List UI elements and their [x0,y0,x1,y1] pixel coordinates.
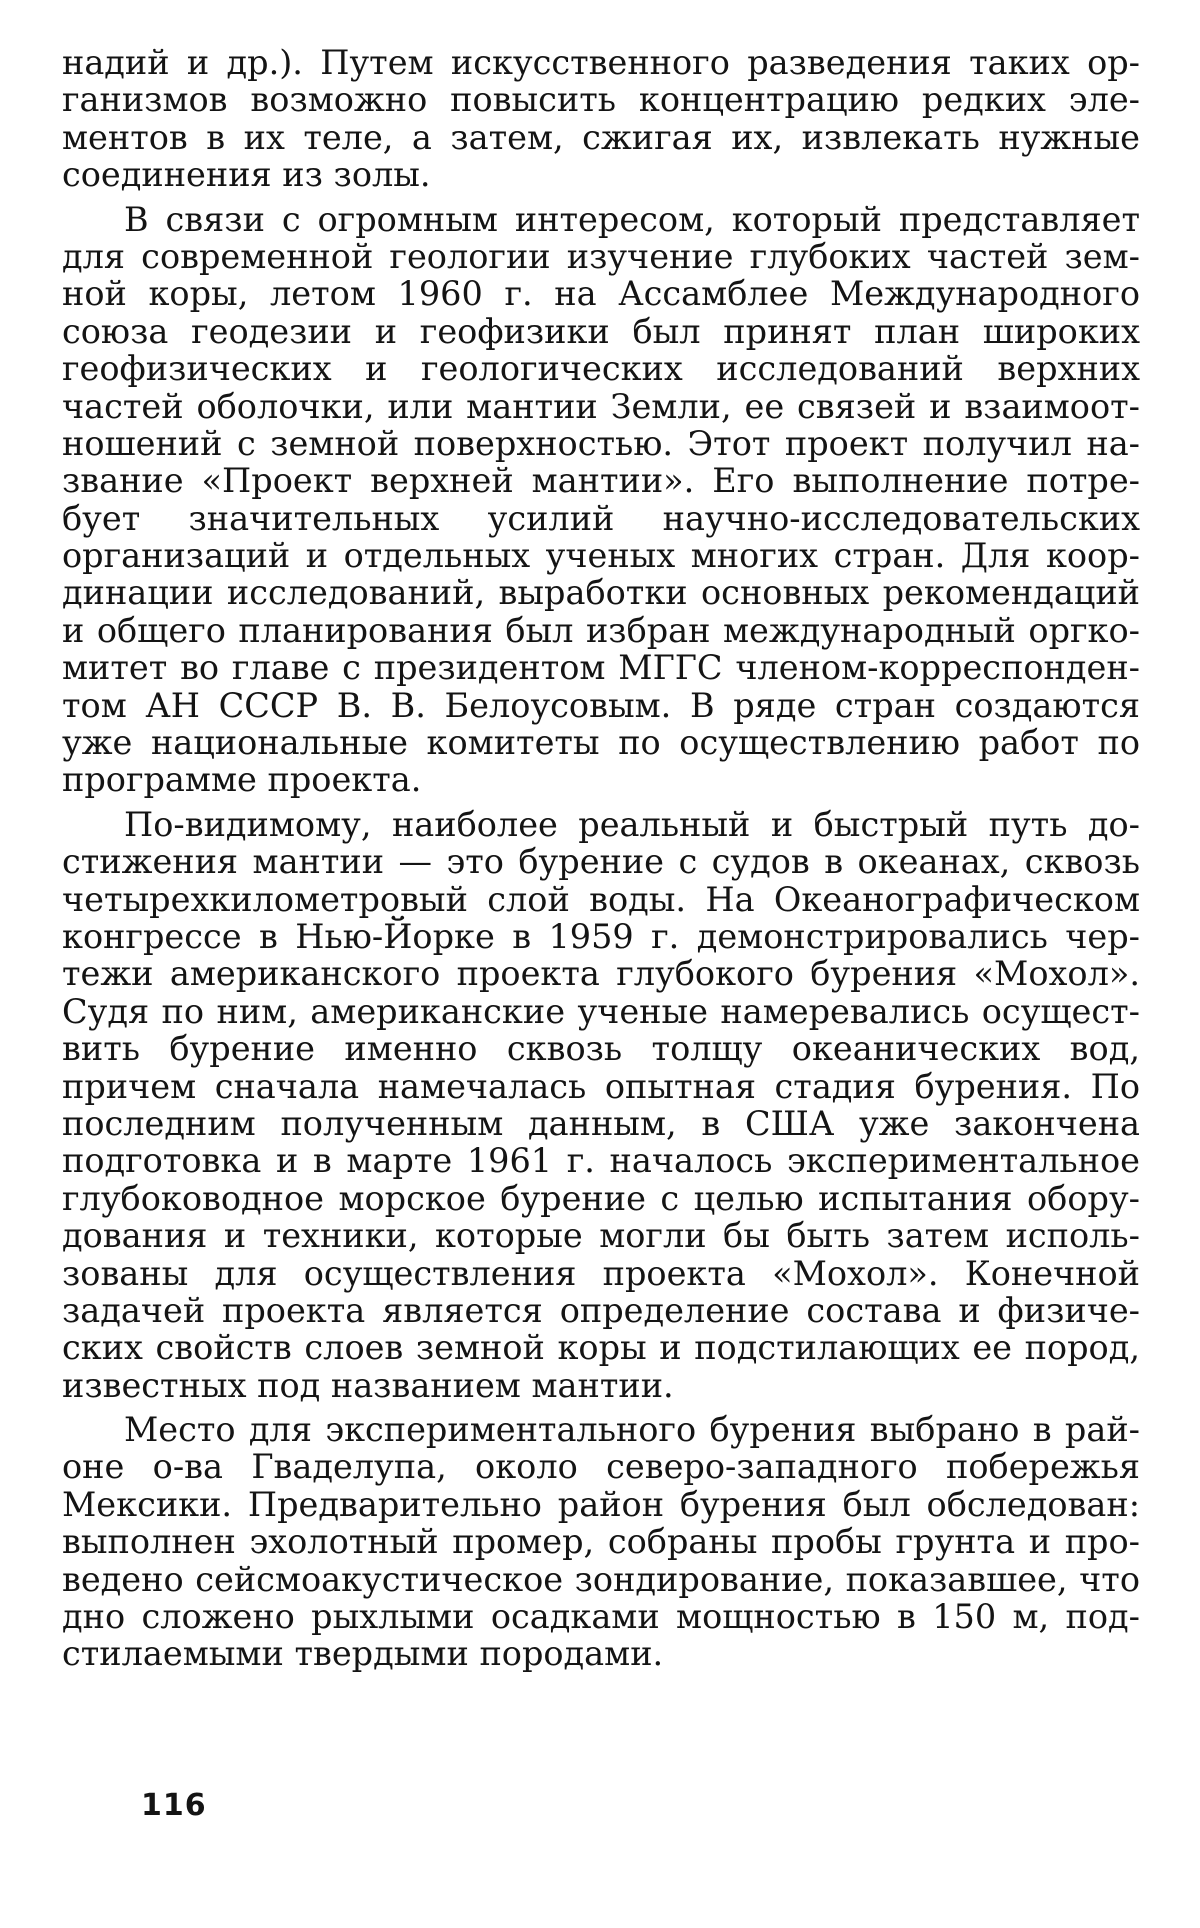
paragraph [62,44,1140,194]
text-line: ношений с земной поверхностью. Этот проект получил на- [62,423,1140,463]
text-line: геофизических и геологических исследований верхних [62,349,1140,389]
text-line: Место для экспериментального бурения выбрано в рай- [124,1410,1140,1450]
text-line: задачей проекта является определение состава и физиче- [62,1290,1140,1330]
text-line: дно сложено рыхлыми осадками мощностью в 150 м, под- [62,1597,1140,1637]
text-line: ганизмов возможно повысить концентрацию редких эле- [62,80,1140,120]
text-line: известных под названием мантии. [62,1365,674,1405]
paragraph [62,806,1140,1404]
text-line: том АН СССР В. В. Белоусовым. В ряде стран создаются [62,685,1140,725]
text-line: оне о-ва Гваделупа, около северо-западного побережья [62,1447,1140,1487]
text-line: четырехкилометровый слой воды. На Океанографическом [62,879,1140,919]
text-line: выполнен эхолотный промер, собраны пробы грунта и про- [62,1522,1140,1562]
text-line: звание «Проект верхней мантии». Его выполнение потре- [62,461,1140,501]
text-line: В связи с огромным интересом, который представляет [124,199,1140,239]
text-line: митет во главе с президентом МГГС членом-корреспонден- [62,648,1140,688]
text-line: подготовка и в марте 1961 г. началось экспериментальное [62,1141,1140,1181]
text-line: частей оболочки, или мантии Земли, ее связей и взаимоот- [62,386,1140,426]
text-line: динации исследований, выработки основных рекомендаций [62,573,1140,613]
text-line: конгрессе в Нью-Йорке в 1959 г. демонстрировались чер- [62,916,1140,956]
text-line: ских свойств слоев земной коры и подстилающих ее пород, [62,1328,1140,1368]
text-line: стижения мантии — это бурение с судов в океанах, сквозь [62,842,1140,882]
text-line: Судя по ним, американские ученые намеревались осущест- [62,991,1140,1031]
text-line: программе проекта. [62,760,422,800]
text-line: организаций и отдельных ученых многих стран. Для коор- [62,536,1140,576]
text-line: зованы для осуществления проекта «Мохол». Конечной [62,1253,1140,1293]
text-line: Мексики. Предварительно район бурения был обследован: [62,1484,1140,1524]
text-line: стилаемыми твердыми породами. [62,1634,664,1674]
text-line: вить бурение именно сквозь толщу океанических вод, [62,1029,1140,1069]
text-line: дования и техники, которые могли бы быть затем исполь- [62,1216,1140,1256]
paragraph [62,1411,1140,1673]
text-line: соединения из золы. [62,155,431,195]
text-line: бует значительных усилий научно-исследовательских [62,498,1140,538]
text-line: уже национальные комитеты по осуществлению работ по [62,723,1140,763]
text-line: ной коры, летом 1960 г. на Ассамблее Международного [62,274,1140,314]
text-line: надий и др.). Путем искусственного разведения таких ор- [62,43,1140,82]
text-line: последним полученным данным, в США уже закончена [62,1103,1140,1143]
text-line: причем сначала намечалась опытная стадия бурения. По [62,1066,1140,1106]
text-line: ведено сейсмоакустическое зондирование, показавшее, что [62,1559,1140,1599]
text-line: глубоководное морское бурение с целью испытания обору- [62,1178,1140,1218]
text-line: ментов в их теле, а затем, сжигая их, извлекать нужные [62,117,1140,157]
page-text [62,44,1140,1673]
text-line: союза геодезии и геофизики был принят план широких [62,311,1140,351]
text-line: и общего планирования был избран международный оргко- [62,610,1140,650]
paragraph [62,201,1140,799]
text-line: тежи американского проекта глубокого бурения «Мохол». [62,954,1140,994]
text-line: для современной геологии изучение глубоких частей зем- [62,236,1140,276]
page-number: 116 [141,1788,207,1823]
text-line: По-видимому, наиболее реальный и быстрый путь до- [124,804,1140,844]
